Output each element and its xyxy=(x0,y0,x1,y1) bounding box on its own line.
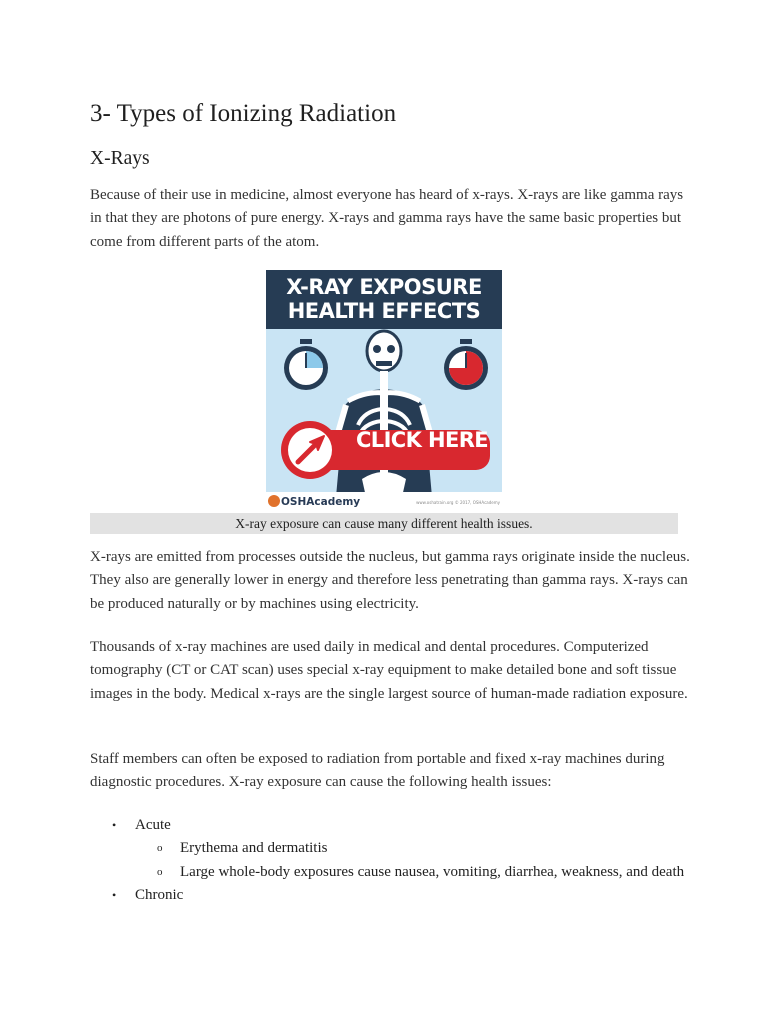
sublist-item xyxy=(135,837,690,860)
acute-sublist xyxy=(135,837,690,884)
infographic-title-line1: X-RAY EXPOSURE xyxy=(286,275,482,299)
paragraph-machines: Thousands of x-ray machines are used daily in medical and dental procedures. Computerized tomography (CT or CAT scan) uses special x-ray equipment to make detailed bone and soft tissue images in the body. Medical x-rays are the single largest source of human-made radiation exposure. xyxy=(90,639,688,702)
list-item-acute xyxy=(90,814,690,884)
sublist-item-text: Large whole-body exposures cause nausea, vomiting, diarrhea, weakness, and death xyxy=(180,863,685,880)
click-here-label[interactable]: CLICK HERE xyxy=(356,428,489,452)
paragraph-staff: Staff members can often be exposed to radiation from portable and fixed x-ray machines during diagnostic procedures. X-ray exposure can cause the following health issues: xyxy=(90,751,665,791)
infographic-url: www.oshatrain.org © 2017, OSHAcademy xyxy=(416,500,500,505)
stopwatch-left-icon xyxy=(284,339,328,390)
stopwatch-right-icon xyxy=(444,339,488,390)
bullet-icon: • xyxy=(112,887,117,902)
list-item-label: Chronic xyxy=(135,886,184,903)
infographic-title-line2: HEALTH EFFECTS xyxy=(287,299,481,323)
list-item-chronic xyxy=(90,884,690,907)
health-issues-list xyxy=(90,814,690,907)
oshacademy-logo xyxy=(268,494,360,510)
paragraph-emission: X-rays are emitted from processes outside the nucleus, but gamma rays originate inside the nucleus. They also are generally lower in energy and therefore less penetrating than gamma rays. X-rays can be produced naturally or by machines using electricity. xyxy=(90,549,690,612)
circle-bullet-icon: o xyxy=(157,865,163,878)
sublist-item xyxy=(135,861,690,884)
circle-bullet-icon: o xyxy=(157,842,163,855)
xray-infographic[interactable] xyxy=(266,270,502,512)
page-title: 3- Types of Ionizing Radiation xyxy=(90,100,397,127)
sublist-item-text: Erythema and dermatitis xyxy=(180,840,328,857)
paragraph-intro: Because of their use in medicine, almost everyone has heard of x-rays. X-rays are like gamma rays in that they are photons of pure energy. X-rays and gamma rays have the same basic properties but come from different parts of the atom. xyxy=(90,187,684,250)
figure-caption: X-ray exposure can cause many different health issues. xyxy=(90,513,678,534)
bullet-icon: • xyxy=(112,818,117,832)
list-item-label: Acute xyxy=(135,817,171,833)
logo-mark-icon xyxy=(268,495,280,507)
section-heading: X-Rays xyxy=(90,148,150,169)
logo-text: OSHAcademy xyxy=(281,496,361,508)
infographic-title xyxy=(266,270,502,329)
